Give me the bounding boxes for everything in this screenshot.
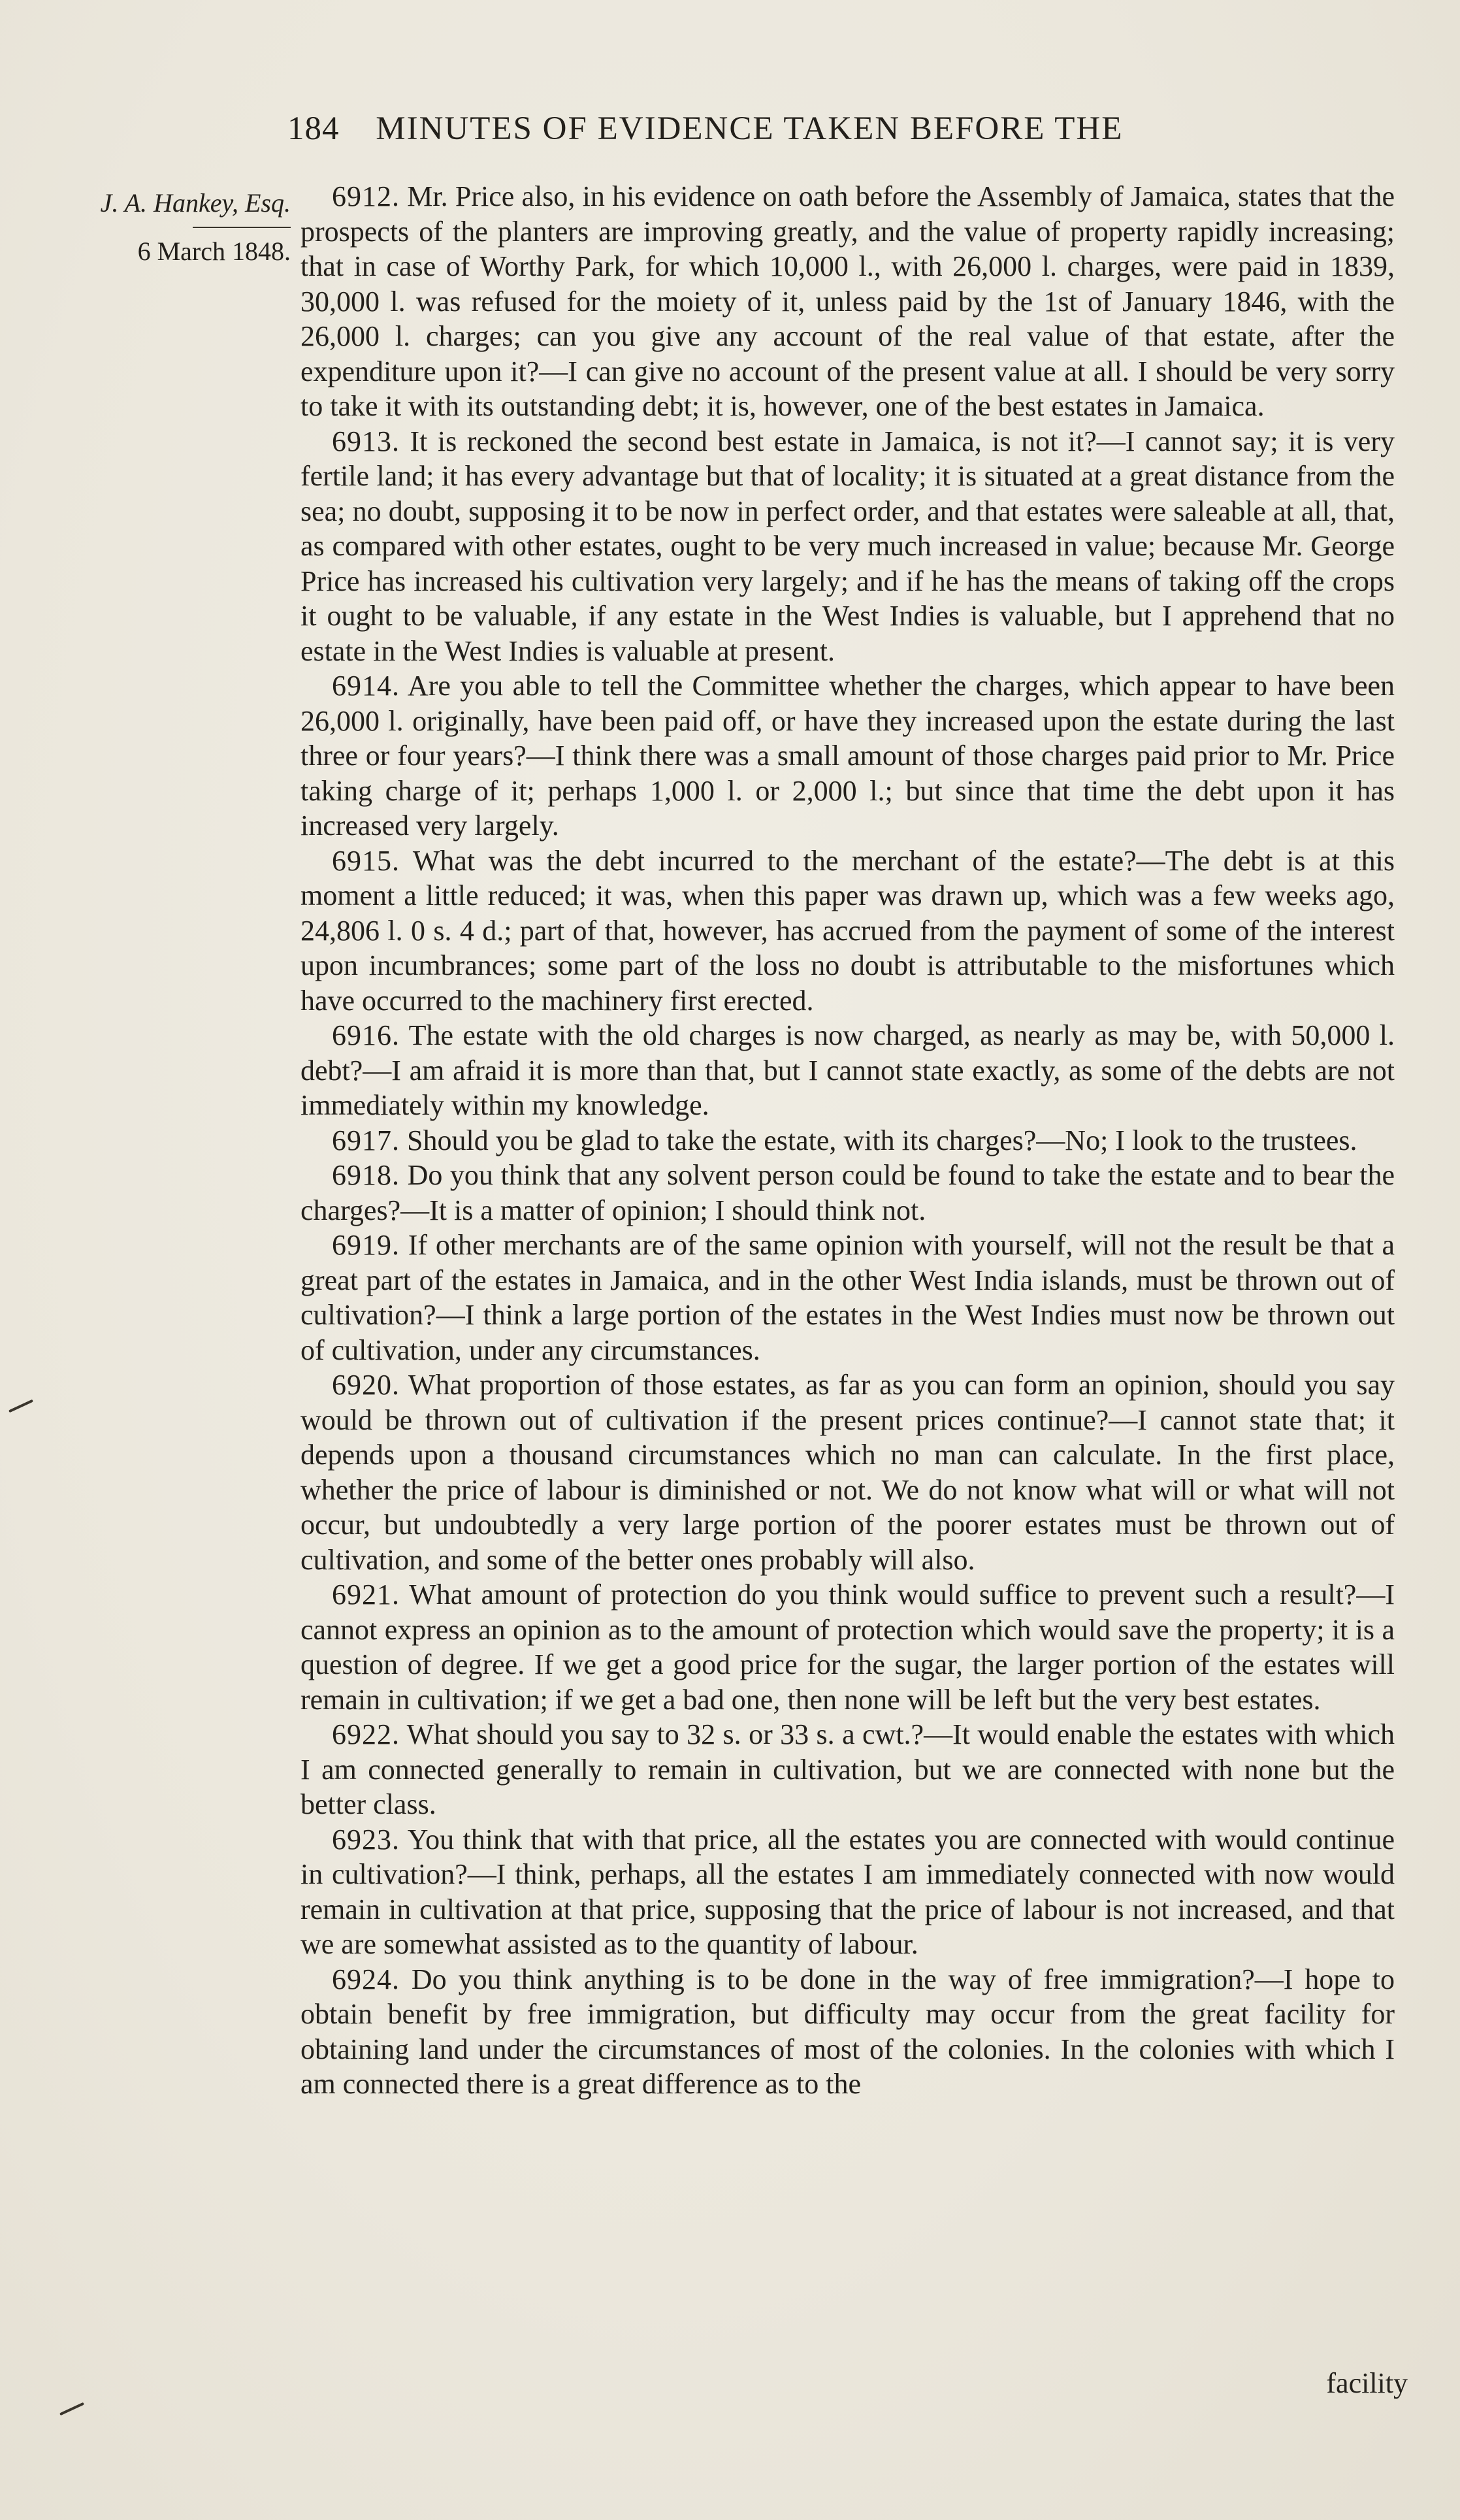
question-paragraph — [300, 1123, 1395, 1158]
evidence-body — [300, 179, 1395, 2102]
question-text: The estate with the old charges is now charged, as nearly as may be, with 50,000 l. debt?—I am afraid it is more than that, but I cannot state exactly, as some of the debts are not immediately within my knowledge. — [300, 1019, 1395, 1121]
question-number: 6914. — [332, 670, 400, 702]
running-head — [287, 110, 1398, 148]
margin-mark — [59, 2402, 84, 2416]
question-text: If other merchants are of the same opinion with yourself, will not the result be that a great part of the estates in Jamaica, and in the other West India islands, must be thrown out of cultivation?—I think a large portion of the estates in the West Indies must now be thrown out of cultivation, under any circumstances. — [300, 1229, 1395, 1366]
question-paragraph — [300, 843, 1395, 1019]
question-text: Should you be glad to take the estate, with its charges?—No; I look to the trustees. — [400, 1124, 1357, 1156]
question-number: 6916. — [332, 1019, 400, 1051]
question-paragraph — [300, 1577, 1395, 1717]
question-number: 6924. — [332, 1963, 400, 1995]
question-text: It is reckoned the second best estate in Jamaica, is not it?—I cannot say; it is very fertile land; it has every advantage but that of locality; it is situated at a great distance from the sea; no doubt, supposing it to be now in perfect order, and that estates were saleable at all, that, as compared with other estates, ought to be very much increased in value; because Mr. George Price has increased his cultivation very largely; and if he has the means of taking off the crops it ought to be valuable, if any estate in the West Indies is valuable, but I apprehend that no estate in the West Indies is valuable at present. — [300, 425, 1395, 667]
question-paragraph — [300, 1717, 1395, 1822]
witness-name: J. A. Hankey, Esq. — [100, 188, 291, 218]
question-text: What was the debt incurred to the merchant of the estate?—The debt is at this moment a little reduced; it was, when this paper was drawn up, which was a few weeks ago, 24,806 l. 0 s. 4 d.; part of that, however, has accrued from the payment of some of the interest upon incumbrances; some part of the loss no doubt is attributable to the misfortunes which have occurred to the machinery first erected. — [300, 844, 1395, 1017]
question-number: 6917. — [332, 1124, 400, 1156]
catchword: facility — [1326, 2367, 1408, 2399]
question-paragraph — [300, 1018, 1395, 1123]
evidence-date: 6 March 1848. — [137, 237, 291, 266]
margin-mark — [8, 1399, 33, 1413]
margin-note — [65, 186, 291, 269]
page-number: 184 — [287, 110, 340, 147]
question-paragraph — [300, 424, 1395, 669]
question-paragraph — [300, 1228, 1395, 1367]
question-paragraph — [300, 668, 1395, 843]
question-text: What amount of protection do you think would suffice to prevent such a result?—I cannot express an opinion as to the amount of protection which would save the property; it is a question of degree. If we get a good price for the sugar, the larger portion of the estates will remain in cultivation; if we get a bad one, then none will be left but the very best estates. — [300, 1579, 1395, 1716]
margin-rule — [193, 227, 291, 228]
question-text: What should you say to 32 s. or 33 s. a cwt.?—It would enable the estates with which I am connected generally to remain in cultivation, but we are connected with none but the better class. — [300, 1718, 1395, 1820]
question-paragraph — [300, 179, 1395, 424]
question-text: Do you think that any solvent person could be found to take the estate and to bear the charges?—It is a matter of opinion; I should think not. — [300, 1159, 1395, 1226]
question-text: What proportion of those estates, as far as you can form an opinion, should you say would be thrown out of cultivation if the present prices continue?—I cannot state that; it depends upon a thousand circumstances which no man can calculate. In the first place, whether the price of labour is diminished or not. We do not know what will or what will not occur, but undoubtedly a very large portion of the poorer estates must be thrown out of cultivation, and some of the better ones probably will also. — [300, 1369, 1395, 1576]
question-paragraph — [300, 1367, 1395, 1577]
question-number: 6915. — [332, 844, 400, 877]
question-number: 6912. — [332, 180, 400, 212]
question-number: 6920. — [332, 1369, 400, 1401]
running-title: MINUTES OF EVIDENCE TAKEN BEFORE THE — [376, 110, 1124, 147]
question-paragraph — [300, 1962, 1395, 2102]
question-number: 6921. — [332, 1579, 400, 1611]
question-number: 6913. — [332, 425, 400, 457]
question-paragraph — [300, 1822, 1395, 1962]
question-text: Do you think anything is to be done in the way of free immigration?—I hope to obtain benefit by free immigration, but difficulty may occur from the great facility for obtaining land under the circumstances of most of the colonies. In the colonies with which I am connected there is a great difference as to the — [300, 1963, 1395, 2100]
question-text: You think that with that price, all the estates you are connected with would continue in cultivation?—I think, perhaps, all the estates I am immediately connected with now would remain in cultivation at that price, supposing that the price of labour is not increased, and that we are somewhat assisted as to the quantity of labour. — [300, 1823, 1395, 1960]
question-number: 6919. — [332, 1229, 400, 1261]
question-number: 6918. — [332, 1159, 400, 1191]
question-number: 6922. — [332, 1718, 400, 1750]
question-text: Mr. Price also, in his evidence on oath before the Assembly of Jamaica, states that the prospects of the planters are improving greatly, and the value of property rapidly increasing; that in case of Worthy Park, for which 10,000 l., with 26,000 l. charges, were paid in 1839, 30,000 l. was refused for the moiety of it, unless paid by the 1st of January 1846, with the 26,000 l. charges; can you give any account of the real value of that estate, after the expenditure upon it?—I can give no account of the present value at all. I should be very sorry to take it with its outstanding debt; it is, however, one of the best estates in Jamaica. — [300, 180, 1395, 422]
question-paragraph — [300, 1158, 1395, 1228]
question-number: 6923. — [332, 1823, 400, 1856]
question-text: Are you able to tell the Committee whether the charges, which appear to have been 26,000 l. originally, have been paid off, or have they increased upon the estate during the last three or four years?—I think there was a small amount of those charges paid prior to Mr. Price taking charge of it; perhaps 1,000 l. or 2,000 l.; but since that time the debt upon it has increased very largely. — [300, 670, 1395, 842]
